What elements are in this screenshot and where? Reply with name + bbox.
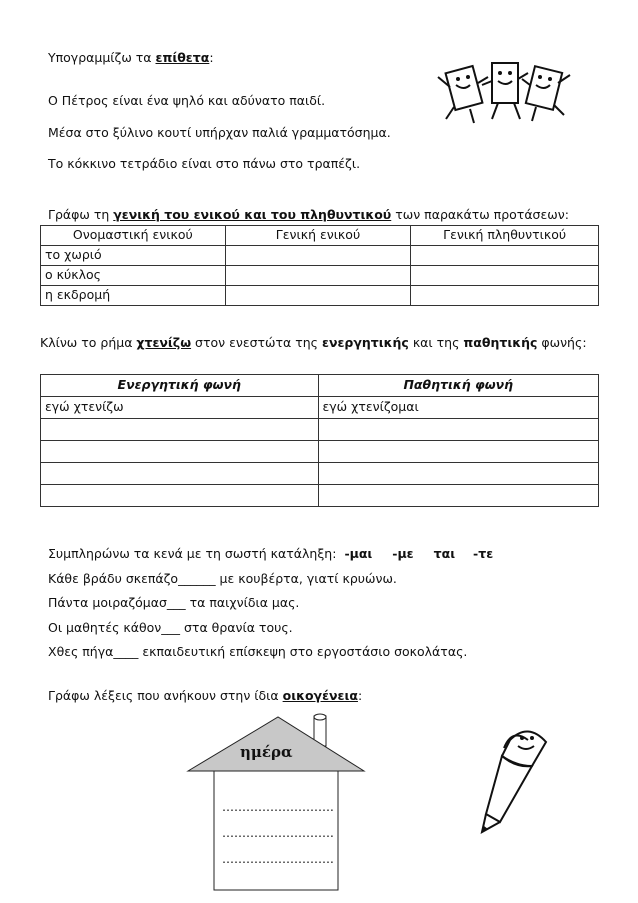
- verb-table-header: [41, 375, 599, 397]
- genitive-header-singular: Γενική ενικού: [225, 226, 411, 246]
- genitive-cell-singular[interactable]: [225, 286, 411, 306]
- family-instruction: [48, 690, 362, 703]
- endings-option-2: -με: [392, 546, 414, 561]
- table-row: [41, 266, 599, 286]
- family-line-2[interactable]: ……………………….: [222, 826, 334, 840]
- verb-cell-passive[interactable]: [318, 485, 598, 507]
- verb-cell-passive[interactable]: [318, 463, 598, 485]
- adjectives-instruction-suffix: :: [209, 50, 214, 65]
- verb-table: [40, 374, 599, 507]
- genitive-cell-singular[interactable]: [225, 246, 411, 266]
- genitive-table-header: [41, 226, 599, 246]
- verb-header-passive: Παθητική φωνή: [318, 375, 598, 397]
- adjectives-instruction-prefix: Υπογραμμίζω τα: [48, 50, 156, 65]
- verb-instruction-prefix: Κλίνω το ρήμα: [40, 335, 137, 350]
- genitive-instruction-prefix: Γράφω τη: [48, 207, 114, 222]
- endings-option-4: -τε: [473, 546, 494, 561]
- endings-sentence-1: Κάθε βράδυ σκεπάζο______ με κουβέρτα, γιατί κρυώνω.: [48, 571, 397, 586]
- genitive-cell-plural[interactable]: [411, 286, 599, 306]
- family-line-3[interactable]: ……………………….: [222, 852, 334, 866]
- verb-cell-passive[interactable]: [318, 419, 598, 441]
- table-row: [41, 485, 599, 507]
- adjective-sentence-2: Μέσα στο ξύλινο κουτί υπήρχαν παλιά γραμματόσημα.: [48, 125, 391, 140]
- verb-instruction-mid: στον ενεστώτα της: [191, 335, 322, 350]
- verb-instruction-active: ενεργητικής: [322, 335, 409, 350]
- adjectives-instruction-key: επίθετα: [155, 50, 210, 65]
- verb-instruction-and: και της: [408, 335, 464, 350]
- table-row: [41, 463, 599, 485]
- verb-instruction-passive: παθητικής: [463, 335, 538, 350]
- endings-instruction-text: Συμπληρώνω τα κενά με τη σωστή κατάληξη:: [48, 546, 337, 561]
- genitive-cell-singular[interactable]: [225, 266, 411, 286]
- adjectives-instruction: [48, 52, 214, 65]
- genitive-cell-nominative: ο κύκλος: [41, 266, 226, 286]
- verb-cell-passive[interactable]: [318, 441, 598, 463]
- smiling-pencil-illustration: [470, 720, 560, 840]
- genitive-cell-plural[interactable]: [411, 266, 599, 286]
- verb-instruction: [40, 337, 587, 350]
- verb-cell-passive: εγώ χτενίζομαι: [318, 397, 598, 419]
- verb-cell-active[interactable]: [41, 419, 319, 441]
- genitive-header-plural: Γενική πληθυντικού: [411, 226, 599, 246]
- table-row: [41, 441, 599, 463]
- verb-instruction-suffix: φωνής:: [537, 335, 587, 350]
- verb-header-active: Ενεργητική φωνή: [41, 375, 319, 397]
- genitive-instruction-key: γενική του ενικού και του πληθυντικού: [113, 207, 392, 222]
- endings-option-3: ται: [433, 546, 456, 561]
- genitive-instruction: [48, 209, 569, 222]
- verb-cell-active[interactable]: [41, 463, 319, 485]
- verb-instruction-verb: χτενίζω: [136, 335, 192, 350]
- family-instruction-key: οικογένεια: [282, 688, 358, 703]
- endings-option-1: -μαι: [344, 546, 373, 561]
- genitive-cell-nominative: το χωριό: [41, 246, 226, 266]
- table-row: [41, 419, 599, 441]
- endings-sentence-2: Πάντα μοιραζόμασ___ τα παιχνίδια μας.: [48, 595, 300, 610]
- genitive-cell-plural[interactable]: [411, 246, 599, 266]
- dancing-books-illustration: [430, 55, 580, 135]
- table-row: [41, 397, 599, 419]
- verb-cell-active: εγώ χτενίζω: [41, 397, 319, 419]
- family-instruction-suffix: :: [357, 688, 363, 703]
- adjective-sentence-1: Ο Πέτρος είναι ένα ψηλό και αδύνατο παιδί.: [48, 93, 326, 108]
- family-root-word: ημέρα: [240, 743, 293, 761]
- endings-sentence-3: Οι μαθητές κάθον___ στα θρανία τους.: [48, 620, 293, 635]
- endings-sentence-4: Χθες πήγα____ εκπαιδευτική επίσκεψη στο εργοστάσιο σοκολάτας.: [48, 644, 468, 659]
- family-line-1[interactable]: ……………………….: [222, 800, 334, 814]
- table-row: [41, 286, 599, 306]
- genitive-header-nominative: Ονομαστική ενικού: [41, 226, 226, 246]
- family-instruction-prefix: Γράφω λέξεις που ανήκουν στην ίδια: [48, 688, 283, 703]
- adjective-sentence-3: Το κόκκινο τετράδιο είναι στο πάνω στο τραπέζι.: [48, 156, 361, 171]
- genitive-instruction-suffix: των παρακάτω προτάσεων:: [391, 207, 569, 222]
- endings-instruction: [48, 548, 493, 561]
- table-row: [41, 246, 599, 266]
- verb-cell-active[interactable]: [41, 485, 319, 507]
- genitive-table: [40, 225, 599, 306]
- genitive-cell-nominative: η εκδρομή: [41, 286, 226, 306]
- verb-cell-active[interactable]: [41, 441, 319, 463]
